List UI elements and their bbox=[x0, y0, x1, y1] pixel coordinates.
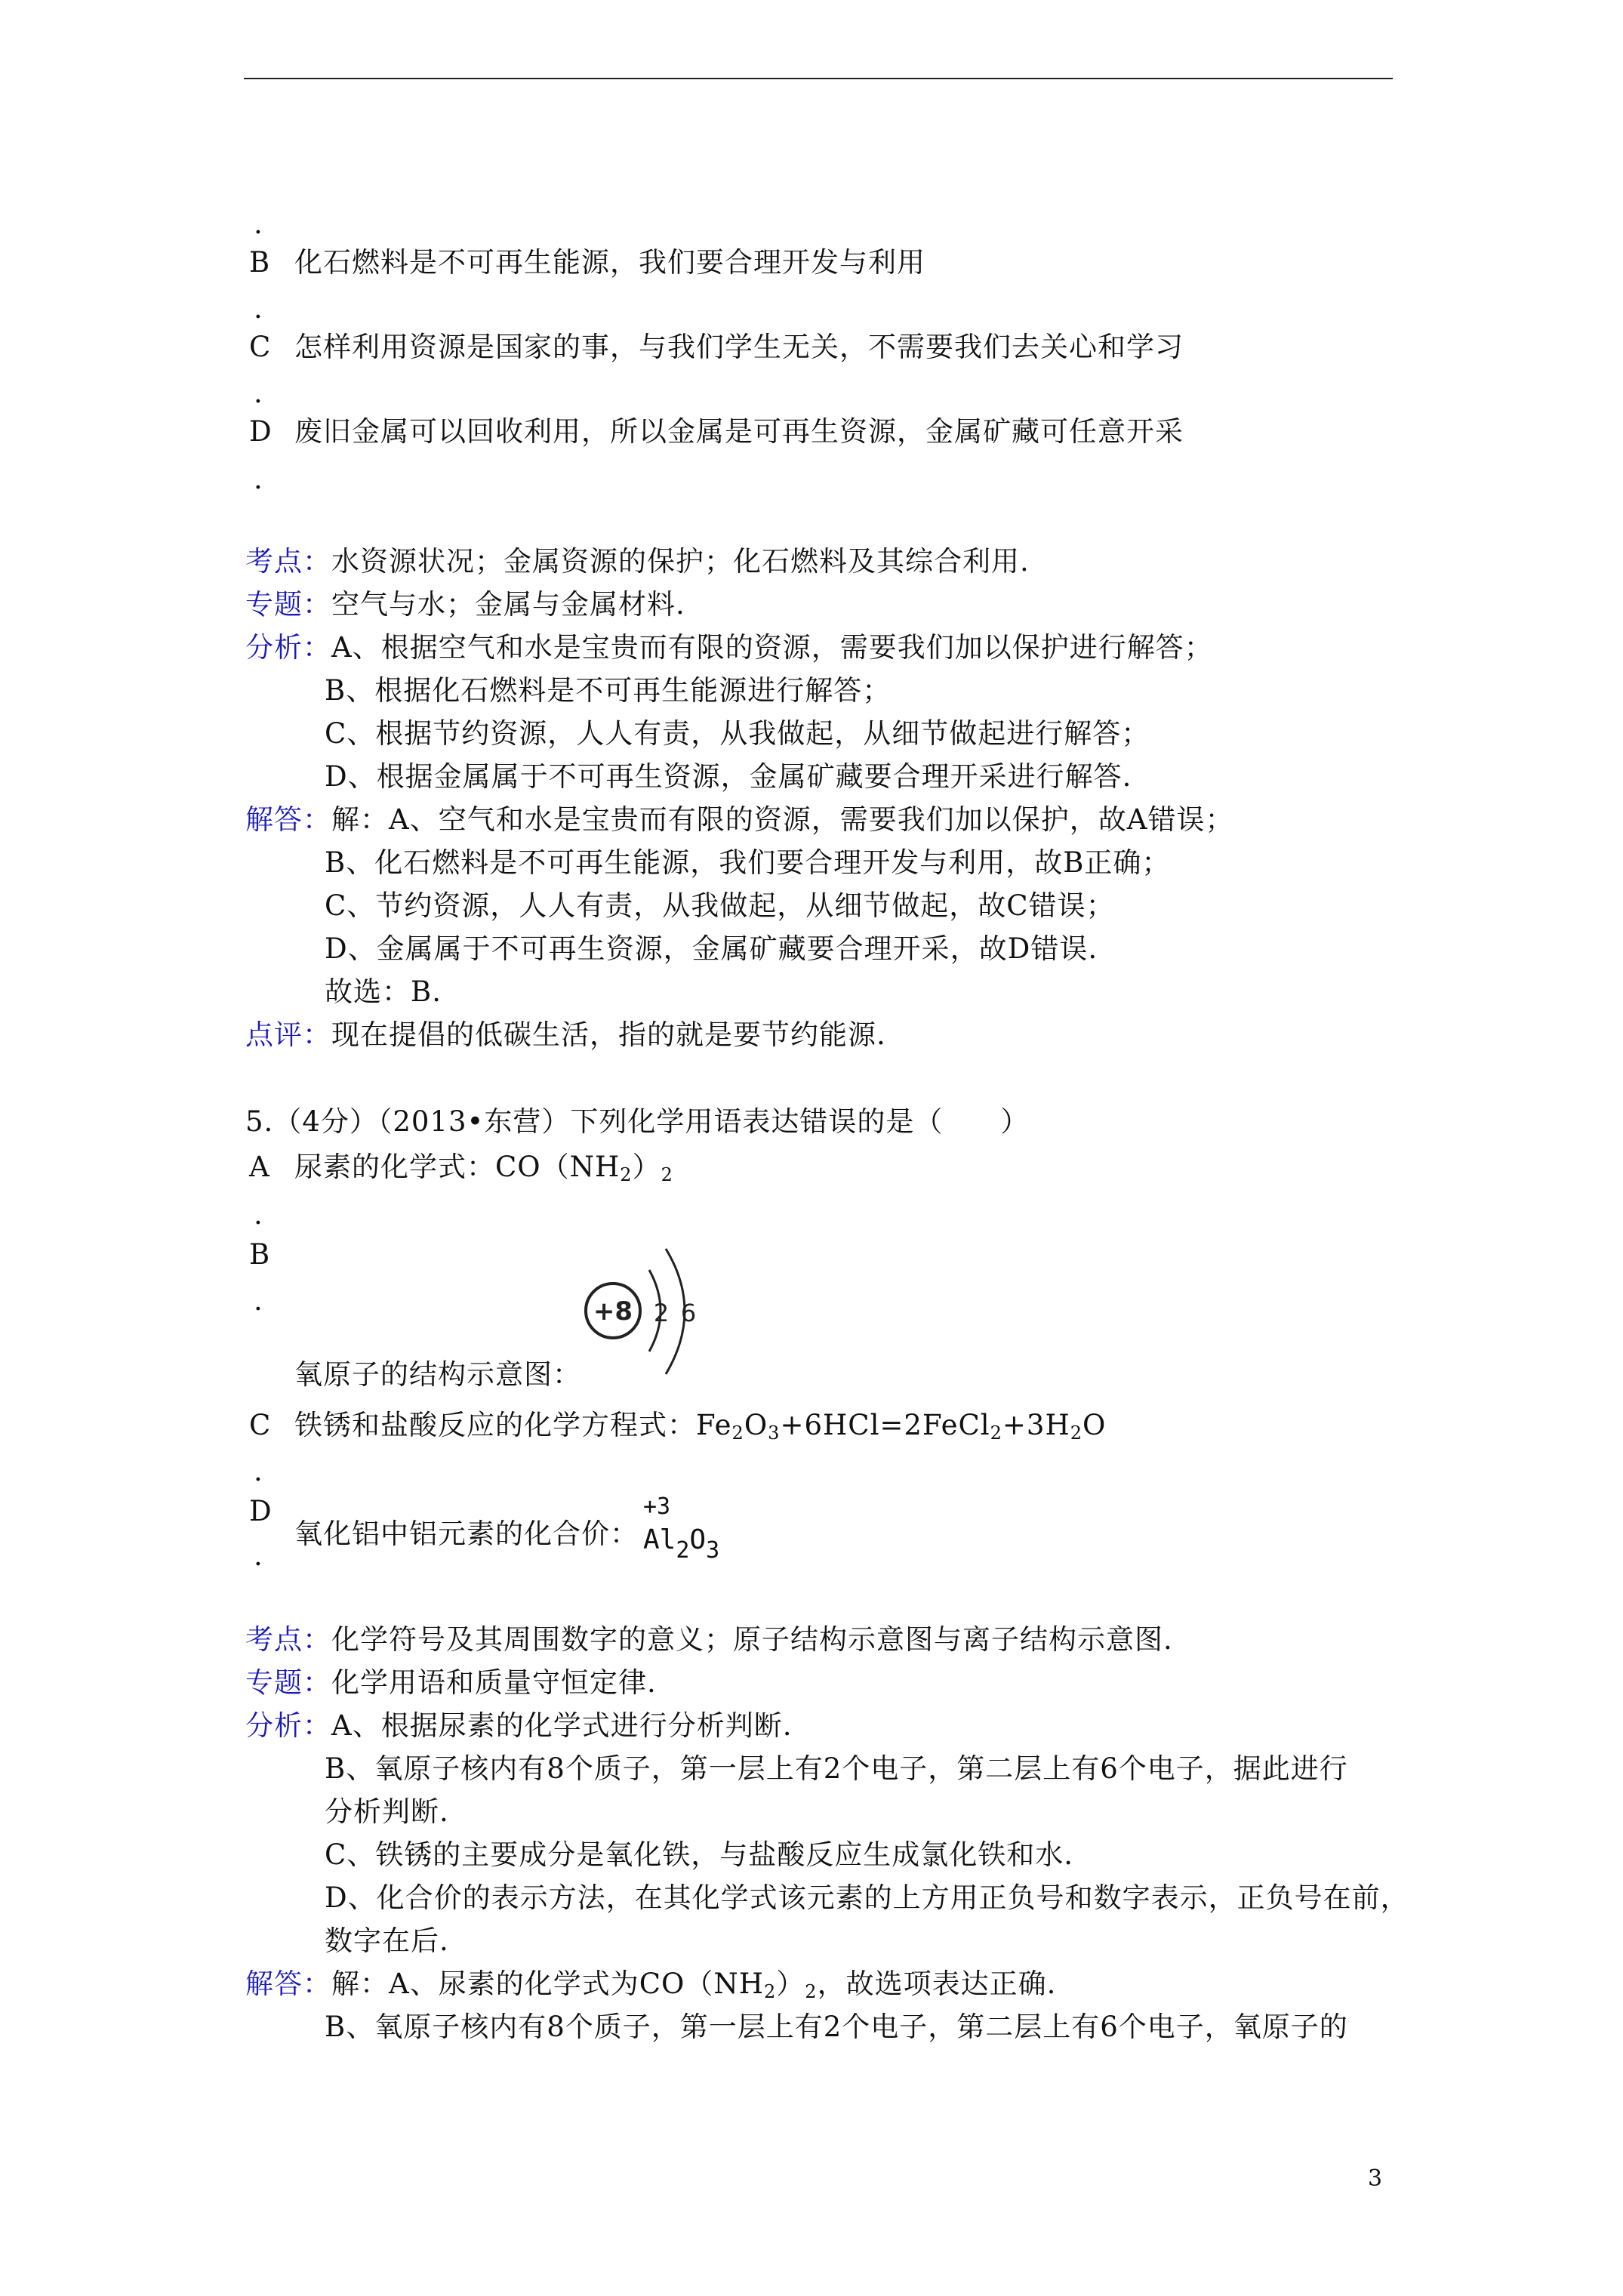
q4-fenxi-line: B、根据化石燃料是不可再生能源进行解答； bbox=[325, 674, 892, 707]
q5-fenxi-line: 分析判断. bbox=[325, 1795, 449, 1828]
equation-term: +6HCl=2FeCl bbox=[780, 1409, 990, 1441]
q4-option-d-letter: D bbox=[249, 415, 273, 448]
equation-term: O bbox=[1083, 1409, 1107, 1441]
q4-jieda: 解答：解：A、空气和水是宝贵而有限的资源，需要我们加以保护，故A错误； bbox=[245, 803, 1234, 836]
q4-dianping: 点评：现在提倡的低碳生活，指的就是要节约能源. bbox=[245, 1019, 886, 1051]
q5-option-a-text: 尿素的化学式：$CO(NH_2)_2$ bbox=[294, 1151, 673, 1185]
q4-fenxi-line: D、根据金属属于不可再生资源，金属矿藏要合理开采进行解答. bbox=[325, 760, 1132, 793]
oxygen-atom-diagram bbox=[574, 1238, 710, 1389]
q5-option-d-text: 氧化铝中铝元素的化合价： bbox=[294, 1518, 639, 1550]
equation-term: O bbox=[744, 1409, 768, 1441]
q4-option-b-letter: B bbox=[249, 246, 271, 279]
q4-fenxi: 分析：A、根据空气和水是宝贵而有限的资源，需要我们加以保护进行解答； bbox=[245, 631, 1213, 664]
option-dot: . bbox=[254, 208, 263, 240]
equation-subscript: 3 bbox=[768, 1422, 781, 1444]
q5-option-b-letter: B bbox=[249, 1238, 271, 1271]
fenxi-label: 分析： bbox=[245, 631, 331, 664]
valence-mark: +3 bbox=[643, 1493, 671, 1520]
fenxi-label: 分析： bbox=[245, 1709, 331, 1742]
q4-jieda-line: D、金属属于不可再生资源，金属矿藏要合理开采，故D错误. bbox=[325, 932, 1098, 965]
q5-fenxi-line: D、化合价的表示方法，在其化学式该元素的上方用正负号和数字表示，正负号在前， bbox=[325, 1881, 1409, 1914]
page-number: 3 bbox=[1368, 2165, 1383, 2192]
shell-2-electrons: 6 bbox=[680, 1299, 697, 1327]
q5-fenxi-line: B、氧原子核内有8个质子，第一层上有2个电子，第二层上有6个电子，据此进行 bbox=[325, 1752, 1348, 1785]
q5-option-c-letter: C bbox=[249, 1409, 272, 1441]
option-dot: . bbox=[254, 463, 263, 495]
q5-option-c-text: 铁锈和盐酸反应的化学方程式：$Fe_2O_3+6HCl=2FeCl_2+3H_2O$ bbox=[294, 1409, 1107, 1444]
jieda-label: 解答： bbox=[245, 803, 331, 836]
nucleus-charge: +8 bbox=[593, 1296, 633, 1327]
q4-jieda-line: 故选：B. bbox=[325, 975, 442, 1008]
q4-fenxi-line: C、根据节约资源，人人有责，从我做起，从细节做起进行解答； bbox=[325, 717, 1150, 750]
option-dot: . bbox=[254, 1455, 263, 1487]
equation-subscript: 2 bbox=[1070, 1422, 1083, 1444]
q5-option-a-letter: A bbox=[249, 1151, 270, 1183]
q5-kaodian: 考点：化学符号及其周围数字的意义；原子结构示意图与离子结构示意图. bbox=[245, 1623, 1173, 1656]
q5-zhuanti: 专题：化学用语和质量守恒定律. bbox=[245, 1666, 657, 1699]
q5-fenxi-line: 数字在后. bbox=[325, 1925, 449, 1957]
dianping-label: 点评： bbox=[245, 1019, 331, 1051]
q5-option-b-text: 氧原子的结构示意图： bbox=[294, 1358, 581, 1391]
kaodian-label: 考点： bbox=[245, 1623, 331, 1656]
q4-zhuanti: 专题：空气与水；金属与金属材料. bbox=[245, 588, 685, 621]
aluminum-oxide-formula: $Al_2O_3$ bbox=[643, 1524, 720, 1564]
option-dot: . bbox=[254, 1284, 263, 1317]
kaodian-label: 考点： bbox=[245, 545, 331, 578]
q4-option-c-text: 怎样利用资源是国家的事，与我们学生无关，不需要我们去关心和学习 bbox=[294, 331, 1184, 363]
equation-term: Fe bbox=[696, 1409, 732, 1441]
equation-subscript: 2 bbox=[731, 1422, 744, 1444]
equation-term: +3H bbox=[1002, 1409, 1070, 1441]
shell-1-electrons: 2 bbox=[653, 1299, 670, 1327]
q5-fenxi-line: C、铁锈的主要成分是氧化铁，与盐酸反应生成氯化铁和水. bbox=[325, 1838, 1074, 1871]
q4-jieda-line: C、节约资源，人人有责，从我做起，从细节做起，故C错误； bbox=[325, 889, 1115, 922]
zhuanti-label: 专题： bbox=[245, 1666, 331, 1699]
zhuanti-label: 专题： bbox=[245, 588, 331, 621]
q4-option-d-text: 废旧金属可以回收利用，所以金属是可再生资源，金属矿藏可任意开采 bbox=[294, 415, 1184, 448]
equation-subscript: 2 bbox=[990, 1422, 1002, 1444]
q5-option-d-letter: D bbox=[249, 1495, 273, 1527]
option-dot: . bbox=[254, 377, 263, 409]
q5-jieda-line: B、氧原子核内有8个质子，第一层上有2个电子，第二层上有6个电子，氧原子的 bbox=[325, 2011, 1348, 2043]
jieda-label: 解答： bbox=[245, 1968, 331, 2000]
q4-option-c-letter: C bbox=[249, 331, 272, 363]
option-dot: . bbox=[254, 1198, 263, 1231]
q4-kaodian: 考点：水资源状况；金属资源的保护；化石燃料及其综合利用. bbox=[245, 545, 1030, 578]
q5-fenxi: 分析：A、根据尿素的化学式进行分析判断. bbox=[245, 1709, 793, 1742]
q4-jieda-line: B、化石燃料是不可再生能源，我们要合理开发与利用，故B正确； bbox=[325, 846, 1171, 879]
option-dot: . bbox=[254, 1539, 263, 1572]
q5-stem: 5.（4分）（2013•东营）下列化学用语表达错误的是（ ） bbox=[245, 1105, 1030, 1138]
option-dot: . bbox=[254, 292, 263, 325]
q4-option-b-text: 化石燃料是不可再生能源，我们要合理开发与利用 bbox=[294, 246, 925, 279]
header-rule bbox=[244, 78, 1393, 79]
q5-jieda: 解答：解：A、尿素的化学式为$CO(NH_2)_2$，故选项表达正确. bbox=[245, 1968, 1057, 2002]
